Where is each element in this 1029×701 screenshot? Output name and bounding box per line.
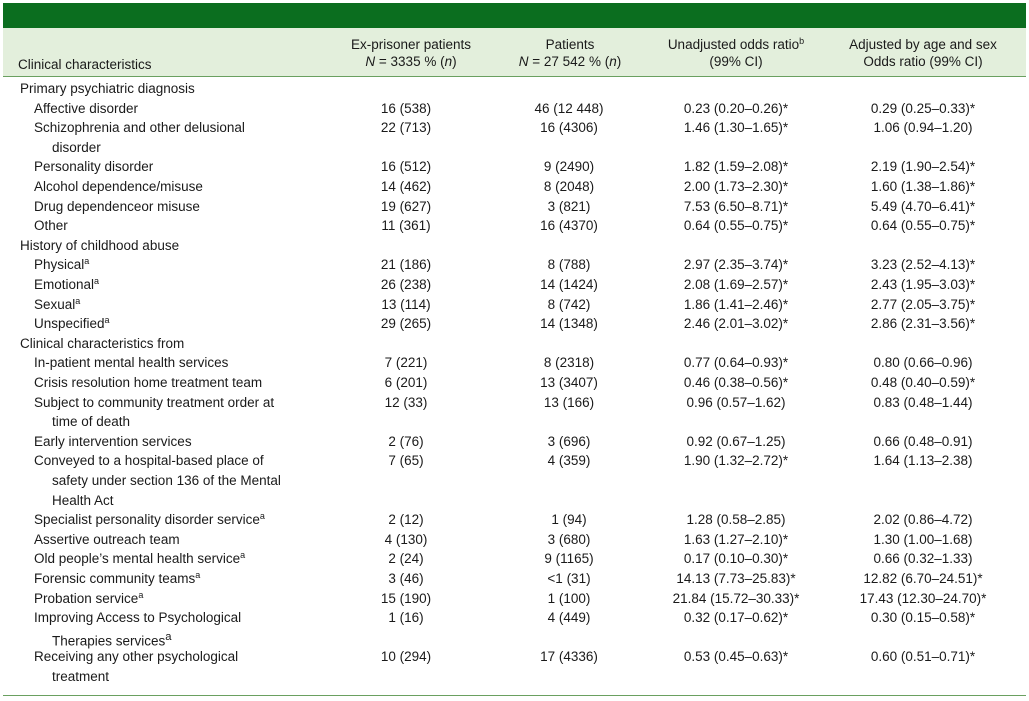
row-label-text: Schizophrenia and other delusional <box>34 120 245 136</box>
table-row <box>0 373 1029 393</box>
row-label-text: Receiving any other psychological <box>34 649 239 665</box>
row-label-text: Subject to community treatment order at <box>34 394 275 410</box>
row-label-text: Primary psychiatric diagnosis <box>20 81 195 96</box>
table-row <box>0 255 1029 275</box>
cell-patients: 13 (166) <box>543 394 595 410</box>
table-header <box>3 28 1026 77</box>
cell-patients: 3 (696) <box>547 433 591 449</box>
section-heading <box>20 334 310 354</box>
section-heading-row <box>0 334 1029 354</box>
row-label <box>34 510 324 530</box>
table-row <box>0 510 1029 530</box>
cell-ex-prisoner-patients: 3 (46) <box>388 571 424 586</box>
row-label <box>34 197 324 217</box>
cell-adjusted-odds-ratio: 2.43 (1.95–3.03)* <box>870 277 976 292</box>
cell-unadjusted-odds-ratio: 1.82 (1.59–2.08)* <box>683 159 789 175</box>
cell-ex-prisoner-patients: 2 (24) <box>388 551 424 567</box>
row-label <box>34 99 324 119</box>
cell-patients: 16 (4306) <box>540 120 598 136</box>
cell-unadjusted-odds-ratio: 0.23 (0.20–0.26)* <box>683 100 789 116</box>
cell-patients: 4 (449) <box>547 610 591 626</box>
row-label <box>34 157 324 177</box>
cell-unadjusted-odds-ratio: 7.53 (6.50–8.71)* <box>683 198 789 214</box>
row-label-text: History of childhood abuse <box>20 237 180 253</box>
cell-ex-prisoner-patients: 4 (130) <box>384 531 428 547</box>
row-label <box>34 549 324 569</box>
cell-unadjusted-odds-ratio: 0.46 (0.38–0.56)* <box>683 375 789 390</box>
table-row <box>0 353 1029 373</box>
table-row <box>0 432 1029 452</box>
row-label-text: Assertive outreach team <box>34 531 180 547</box>
footnote-marker: a <box>75 295 81 306</box>
cell-adjusted-odds-ratio: 0.64 (0.55–0.75)* <box>870 218 976 234</box>
cell-ex-prisoner-patients: 14 (462) <box>380 179 432 194</box>
cell-patients: 8 (2318) <box>543 355 595 371</box>
cell-ex-prisoner-patients: 22 (713) <box>380 120 432 136</box>
cell-patients: 1 (100) <box>547 590 591 606</box>
row-label <box>34 451 324 471</box>
cell-unadjusted-odds-ratio: 0.92 (0.67–1.25) <box>686 433 786 449</box>
cell-adjusted-odds-ratio: 1.06 (0.94–1.20) <box>873 120 973 136</box>
footnote-marker: a <box>259 511 265 522</box>
cell-adjusted-odds-ratio: 0.66 (0.32–1.33) <box>873 551 973 567</box>
cell-adjusted-odds-ratio: 0.29 (0.25–0.33)* <box>870 100 976 116</box>
section-heading-row <box>0 79 1029 99</box>
cell-patients: 9 (1165) <box>544 551 594 567</box>
row-label-text: Alcohol dependence/misuse <box>34 179 203 194</box>
cell-ex-prisoner-patients: 2 (76) <box>388 433 424 449</box>
cell-patients: 4 (359) <box>547 453 591 469</box>
row-label <box>34 255 324 275</box>
cell-adjusted-odds-ratio: 1.64 (1.13–2.38) <box>873 453 973 469</box>
cell-unadjusted-odds-ratio: 1.28 (0.58–2.85) <box>686 512 786 528</box>
row-label <box>34 353 324 373</box>
cell-adjusted-odds-ratio: 3.23 (2.52–4.13)* <box>870 257 976 273</box>
cell-adjusted-odds-ratio: 0.80 (0.66–0.96) <box>873 355 973 371</box>
row-label-text: Old people’s mental health service <box>34 551 241 567</box>
cell-adjusted-odds-ratio: 0.66 (0.48–0.91) <box>873 433 973 449</box>
cell-ex-prisoner-patients: 29 (265) <box>380 316 432 332</box>
cell-unadjusted-odds-ratio: 14.13 (7.73–25.83)* <box>676 571 796 586</box>
cell-adjusted-odds-ratio: 2.77 (2.05–3.75)* <box>870 296 976 312</box>
row-label-continuation: time of death <box>52 414 131 430</box>
table-bottom-rule <box>3 695 1026 696</box>
footnote-marker: a <box>94 276 100 286</box>
row-label-text: Physical <box>34 257 85 273</box>
cell-adjusted-odds-ratio: 12.82 (6.70–24.51)* <box>863 571 983 586</box>
table-row <box>0 197 1029 217</box>
cell-unadjusted-odds-ratio: 1.86 (1.41–2.46)* <box>683 296 789 312</box>
cell-patients: 8 (742) <box>547 296 591 312</box>
cell-unadjusted-odds-ratio: 1.90 (1.32–2.72)* <box>683 453 789 469</box>
cell-unadjusted-odds-ratio: 2.08 (1.69–2.57)* <box>683 277 789 292</box>
row-label <box>34 314 324 334</box>
table-row <box>0 157 1029 177</box>
row-label-continuation: treatment <box>52 668 110 684</box>
row-label-text: Personality disorder <box>34 159 154 175</box>
cell-unadjusted-odds-ratio: 0.17 (0.10–0.30)* <box>683 551 789 567</box>
table-row <box>0 118 1029 155</box>
cell-patients: 9 (2490) <box>543 159 595 175</box>
cell-ex-prisoner-patients: 16 (512) <box>380 159 432 175</box>
cell-unadjusted-odds-ratio: 1.46 (1.30–1.65)* <box>683 120 789 136</box>
row-label-text: Crisis resolution home treatment team <box>34 375 263 390</box>
row-label-continuation: safety under section 136 of the Mental <box>52 472 281 488</box>
cell-patients: 16 (4370) <box>540 218 598 234</box>
row-label-text: Other <box>34 218 68 234</box>
cell-ex-prisoner-patients: 2 (12) <box>388 512 424 528</box>
cell-patients: 8 (2048) <box>543 179 595 194</box>
table-row <box>0 451 1029 508</box>
cell-unadjusted-odds-ratio: 0.32 (0.17–0.62)* <box>683 610 789 626</box>
header-clinical-characteristics: Clinical characteristics <box>18 57 152 72</box>
cell-patients: 46 (12 448) <box>534 100 604 116</box>
row-label-text: Emotional <box>34 277 95 292</box>
footnote-marker: a <box>138 589 144 600</box>
row-label <box>34 118 324 138</box>
row-label-text: Affective disorder <box>34 100 139 116</box>
table-row <box>0 275 1029 295</box>
cell-adjusted-odds-ratio: 5.49 (4.70–6.41)* <box>870 198 976 214</box>
cell-ex-prisoner-patients: 7 (221) <box>384 355 428 371</box>
cell-ex-prisoner-patients: 10 (294) <box>380 649 432 665</box>
header-ex-prisoner-patients: Ex-prisoner patients N = 3335 % (n) <box>350 37 472 69</box>
cell-adjusted-odds-ratio: 0.83 (0.48–1.44) <box>873 394 973 410</box>
cell-unadjusted-odds-ratio: 21.84 (15.72–30.33)* <box>672 590 800 606</box>
footnote-marker: a <box>104 315 110 326</box>
cell-adjusted-odds-ratio: 17.43 (12.30–24.70)* <box>859 590 987 606</box>
row-label <box>34 530 324 550</box>
table-row <box>0 314 1029 334</box>
cell-unadjusted-odds-ratio: 0.64 (0.55–0.75)* <box>683 218 789 234</box>
cell-ex-prisoner-patients: 11 (361) <box>381 218 431 234</box>
cell-unadjusted-odds-ratio: 2.97 (2.35–3.74)* <box>683 257 789 273</box>
row-label-text: Conveyed to a hospital-based place of <box>34 453 264 469</box>
cell-patients: 3 (680) <box>547 531 591 547</box>
cell-adjusted-odds-ratio: 1.60 (1.38–1.86)* <box>870 179 976 194</box>
row-label-continuation: disorder <box>52 139 101 155</box>
cell-adjusted-odds-ratio: 2.19 (1.90–2.54)* <box>870 159 976 175</box>
section-heading-row <box>0 236 1029 256</box>
cell-unadjusted-odds-ratio: 0.77 (0.64–0.93)* <box>683 355 789 371</box>
cell-unadjusted-odds-ratio: 0.53 (0.45–0.63)* <box>683 649 789 665</box>
cell-ex-prisoner-patients: 13 (114) <box>381 296 431 312</box>
cell-ex-prisoner-patients: 15 (190) <box>380 590 432 606</box>
row-label <box>34 608 324 628</box>
row-label <box>34 216 324 236</box>
table-row <box>0 608 1029 649</box>
cell-ex-prisoner-patients: 16 (538) <box>380 100 432 116</box>
row-label <box>34 589 324 609</box>
footnote-marker: a <box>195 570 201 580</box>
row-label <box>34 432 324 452</box>
row-label-continuation: Health Act <box>52 492 114 508</box>
row-label-text: Improving Access to Psychological <box>34 610 242 626</box>
row-label <box>34 569 324 589</box>
footnote-marker: a <box>84 256 90 267</box>
table-row <box>0 295 1029 315</box>
row-label <box>34 177 324 197</box>
cell-ex-prisoner-patients: 12 (33) <box>384 394 428 410</box>
cell-ex-prisoner-patients: 26 (238) <box>380 277 432 292</box>
section-heading <box>20 79 310 99</box>
row-label <box>34 393 324 413</box>
cell-patients: <1 (31) <box>547 571 591 586</box>
cell-ex-prisoner-patients: 1 (16) <box>388 610 424 626</box>
row-label-text: Specialist personality disorder service <box>34 512 260 528</box>
table-row <box>0 177 1029 197</box>
table-row <box>0 99 1029 119</box>
row-label-text: Early intervention services <box>34 433 192 449</box>
table-row <box>0 549 1029 569</box>
table-title-bar <box>3 3 1026 28</box>
header-patients: Patients N = 27 542 % (n) <box>518 37 622 69</box>
row-label-text: Probation service <box>34 590 139 606</box>
cell-unadjusted-odds-ratio: 2.00 (1.73–2.30)* <box>683 179 789 194</box>
row-label <box>34 295 324 315</box>
cell-ex-prisoner-patients: 6 (201) <box>384 375 428 390</box>
cell-unadjusted-odds-ratio: 0.96 (0.57–1.62) <box>686 394 786 410</box>
row-label-text: Unspecified <box>34 316 105 332</box>
row-label-text: Clinical characteristics from <box>20 335 185 351</box>
footnote-marker: a <box>165 630 172 643</box>
header-adjusted-odds-ratio: Adjusted by age and sex Odds ratio (99% CI) <box>849 37 997 69</box>
footnote-marker: a <box>240 550 246 561</box>
cell-patients: 14 (1348) <box>540 316 598 332</box>
row-label-text: Forensic community teams <box>34 571 196 586</box>
cell-ex-prisoner-patients: 21 (186) <box>380 257 432 273</box>
section-heading <box>20 236 310 256</box>
cell-patients: 3 (821) <box>547 198 591 214</box>
table-row <box>0 530 1029 550</box>
cell-patients: 8 (788) <box>547 257 591 273</box>
cell-ex-prisoner-patients: 19 (627) <box>380 198 432 214</box>
row-label <box>34 373 324 393</box>
row-label-text: Drug dependenceor misuse <box>34 198 200 214</box>
table-row <box>0 393 1029 430</box>
cell-unadjusted-odds-ratio: 1.63 (1.27–2.10)* <box>683 531 789 547</box>
cell-adjusted-odds-ratio: 1.30 (1.00–1.68) <box>873 531 973 547</box>
cell-adjusted-odds-ratio: 0.60 (0.51–0.71)* <box>870 649 976 665</box>
cell-patients: 14 (1424) <box>540 277 598 292</box>
table-row <box>0 589 1029 609</box>
cell-adjusted-odds-ratio: 2.02 (0.86–4.72) <box>873 512 973 528</box>
cell-patients: 1 (94) <box>551 512 587 528</box>
row-label-text: In-patient mental health services <box>34 355 229 371</box>
cell-patients: 13 (3407) <box>540 375 598 390</box>
cell-patients: 17 (4336) <box>540 649 598 665</box>
cell-adjusted-odds-ratio: 0.30 (0.15–0.58)* <box>870 610 976 626</box>
row-label-continuation: Therapies services$^a$ <box>52 630 172 649</box>
header-unadjusted-odds-ratio: Unadjusted odds ratio$^b$ (99% CI) <box>667 36 805 69</box>
row-label-text: Sexual <box>34 296 76 312</box>
cell-unadjusted-odds-ratio: 2.46 (2.01–3.02)* <box>683 316 789 332</box>
cell-adjusted-odds-ratio: 0.48 (0.40–0.59)* <box>870 375 976 390</box>
table-row <box>0 569 1029 589</box>
row-label <box>34 647 324 667</box>
cell-adjusted-odds-ratio: 2.86 (2.31–3.56)* <box>870 316 976 332</box>
row-label <box>34 275 324 295</box>
table-row <box>0 647 1029 684</box>
table-row <box>0 216 1029 236</box>
cell-ex-prisoner-patients: 7 (65) <box>388 453 424 469</box>
